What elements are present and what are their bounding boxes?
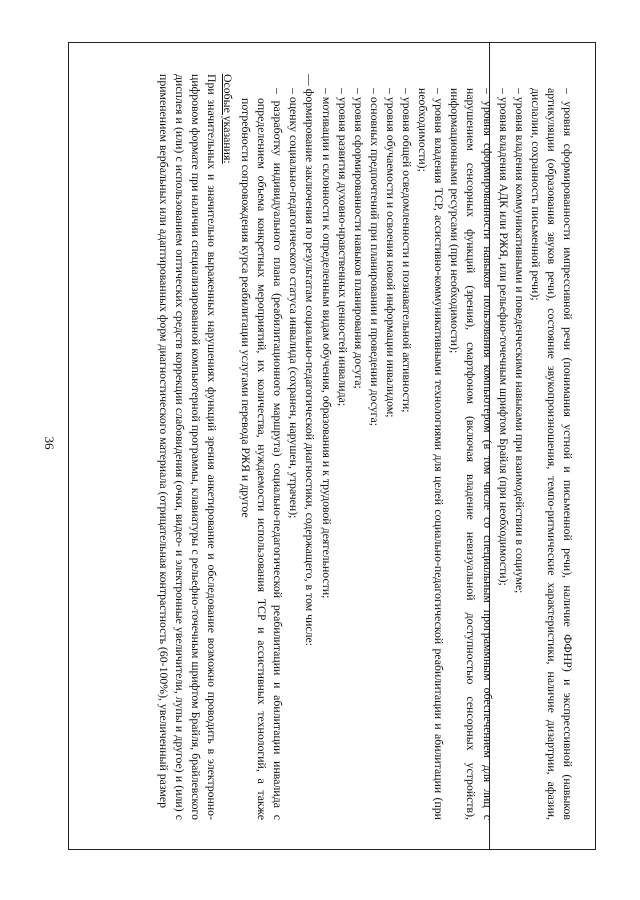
list-item: – уровня общей осведомленности и познавательной активности; — [400, 88, 415, 413]
rotated-page-content — [90, 66, 578, 826]
list-item: – уровня развития духовно-нравственных ценностей инвалида; — [335, 88, 350, 407]
list-item: – основных предпочтений при планировании и проведении досуга; — [367, 88, 382, 427]
list-item: – уровня сформированности импрессивной речи (понимания устной и письменной речи), наличие ФФНР) и экспрессивной (навыков артикуляции (образования звуков речи), состояние звукопроизношения, темпо-ритмические характеристики, наличие дизартрии, афазии, дислалии, сохранность письменной речи); — [528, 88, 575, 820]
list-item: – оценку социально-педагогического статуса инвалида (сохранен, нарушен, утрачен); — [287, 88, 302, 519]
list-item: – уровня обучаемости и освоения новой информации инвалидом; — [383, 88, 398, 418]
note-heading: Особые указания: — [221, 74, 236, 164]
list-item: – уровня владения ТСР, ассистивно-коммуникативными технологиями для целей социально-педагогической реабилитации и абилитации (при необходимости); — [416, 88, 447, 820]
list-item: – уровня владения коммуникативными и поведенческими навыками при взаимодействии в социуме; — [512, 88, 527, 594]
note-text: При значительных и значительно выраженных нарушениях функций зрения анкетирование и обследование возможно проводить в электронно-цифровом формате при наличии специализированной компьютерной программы, клавиатуры с рельефно-точечным шрифтом Брайля, брайлевского дисплея и (или) с использованием оптических средств коррекции слабовидения (очки, видео- и электронные увеличители, лупы и другое) и (или) с применением вербальных или адаптированных форм диагностического материала (отрицательная контрастность (60-100%), увеличенный размер — [156, 74, 219, 820]
list-item: – уровня сформированности навыков планирования досуга; — [351, 88, 366, 389]
table-cell-content — [156, 66, 578, 826]
list-item: – мотивации и склонности к определенным видам обучения, образования и к трудовой деятельности; — [319, 88, 334, 599]
list-item: — формирование заключения по результатам социально-педагогической диагностики, содержащего, в том числе: — [303, 74, 318, 647]
list-item: – уровня владения АДК или РЖЯ, или рельефно-точечным шрифтом Брайля (при необходимости); — [496, 88, 511, 586]
list-item: – уровня сформированности навыков пользования компьютером (в том числе со специальным программным обеспечением для лиц с нарушением сенсорных функций (зрения), смартфоном (включая владение невизуальной доступностью сенсорных устройств), информационными ресурсами (при необходимости); — [448, 88, 495, 820]
page-number: 36 — [42, 436, 57, 450]
list-item: – разработку индивидуального плана (реабилитационного маршрута) социально-педагогической реабилитации и абилитации инвалида с определением объема конкретных мероприятий, их количества, нуждаемости использования ТСР и ассистивных технологий, а также потребности сопровождения курса реабилитации услугами перевода РЖЯ и другое — [239, 88, 286, 820]
